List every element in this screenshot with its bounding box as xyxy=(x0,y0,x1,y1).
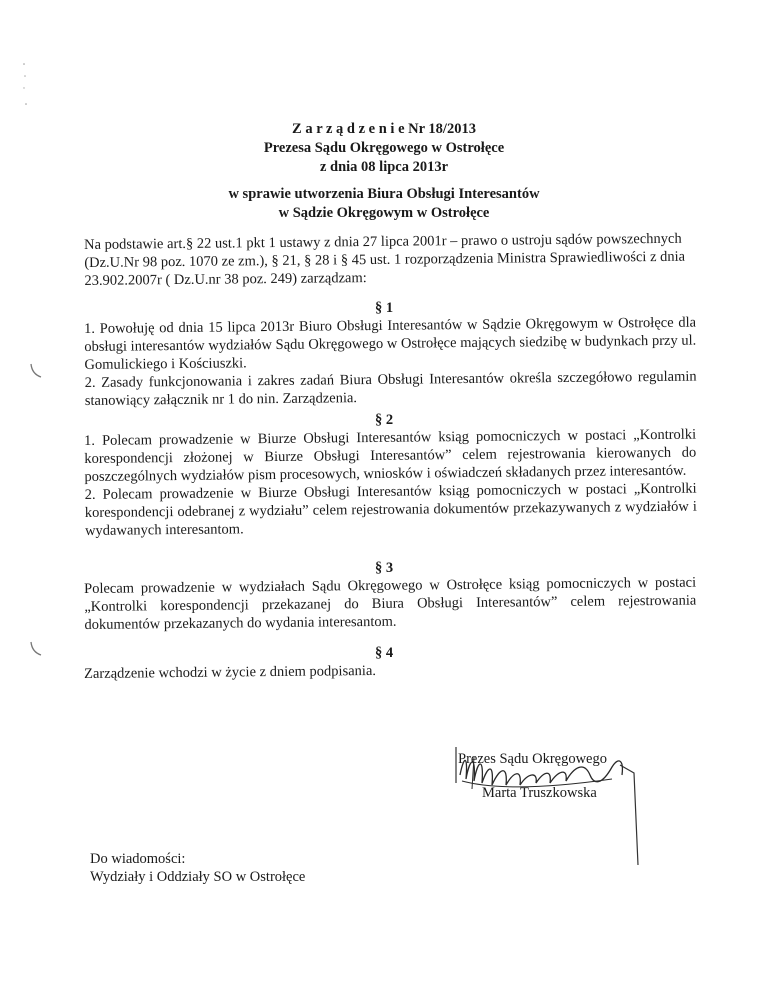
title-line-3: z dnia 08 lipca 2013r xyxy=(319,159,449,175)
section-3-body xyxy=(84,574,697,634)
subject-line-2: w Sądzie Okręgowym w Ostrołęce xyxy=(278,205,490,221)
section-1-body xyxy=(84,314,697,410)
section-2-body xyxy=(84,426,697,540)
section-4-body xyxy=(84,659,696,683)
signature-name: Marta Truszkowska xyxy=(482,785,597,801)
section-1-point-2: 2. Zasady funkcjonowania i zakres zadań Biura Obsługi Interesantów określa szczegółowo regulamin stanowiący załącznik nr 1 do nin. Zarządzenia. xyxy=(84,368,697,409)
legal-basis-paragraph: Na podstawie art.§ 22 ust.1 pkt 1 ustawy z dnia 27 lipca 2001r – prawo o ustroju sądów powszechnych (Dz.U.Nr 98 poz. 1070 ze zm.), § 21, § 28 i § 45 ust. 1 rozporządzenia Ministra Sprawiedliwości z dnia 23.902.2007r ( Dz.U.nr 38 poz. 249) zarządzam: xyxy=(84,230,686,289)
title-line-1: Z a r z ą d z e n i e Nr 18/2013 xyxy=(292,121,476,137)
section-3-text: Polecam prowadzenie w wydziałach Sądu Okręgowego w Ostrołęce ksiąg pomocniczych w postaci „Kontrolki korespondencji przekazanej do Biura Obsługi Interesantów” celem rejestrowania dokumentów przekazanych do wydania interesantom. xyxy=(84,574,697,633)
section-mark-2: § 2 xyxy=(374,412,394,428)
document-title xyxy=(0,120,768,177)
distribution-recipients: Wydziały i Oddziały SO w Ostrołęce xyxy=(90,869,306,885)
scan-artifact-top-left xyxy=(18,60,30,110)
document-subject xyxy=(0,185,768,223)
section-mark-1: § 1 xyxy=(374,300,394,316)
subject-line-1: w sprawie utworzenia Biura Obsługi Interesantów xyxy=(228,186,540,202)
distribution-list xyxy=(90,850,305,886)
section-2-point-2: 2. Polecam prowadzenie w Biurze Obsługi Interesantów ksiąg pomocniczych w postaci „Kontrolki korespondencji odebranej z wydziału” celem rejestrowania dokumentów przekazywanych z wydziałów i wydawanych interesantom. xyxy=(84,480,697,539)
punch-hole-mark-1 xyxy=(28,362,44,380)
signature-title: Prezes Sądu Okręgowego xyxy=(458,751,607,767)
section-2-point-1: 1. Polecam prowadzenie w Biurze Obsługi Interesantów ksiąg pomocniczych w postaci „Kontrolki korespondencji złożonej w Biurze Obsługi Interesantów” celem rejestrowania kierowanych do poszczególnych wydziałów pism procesowych, wniosków i oświadczeń składanych przez interesantów. xyxy=(84,426,697,485)
section-1-point-1: 1. Powołuję od dnia 15 lipca 2013r Biuro Obsługi Interesantów w Sądzie Okręgowym w Ostrołęce dla obsługi interesantów wydziałów Sądu Okręgowego w Ostrołęce mających siedzibę w budynkach przy ul. Gomulickiego i Kościuszki. xyxy=(84,314,697,373)
signature-stamp xyxy=(452,745,652,885)
title-line-2: Prezesa Sądu Okręgowego w Ostrołęce xyxy=(263,140,505,156)
section-4-text: Zarządzenie wchodzi w życie z dniem podpisania. xyxy=(84,662,377,682)
distribution-label: Do wiadomości: xyxy=(90,851,186,867)
section-mark-3: § 3 xyxy=(374,560,394,576)
section-mark-4: § 4 xyxy=(374,645,394,661)
